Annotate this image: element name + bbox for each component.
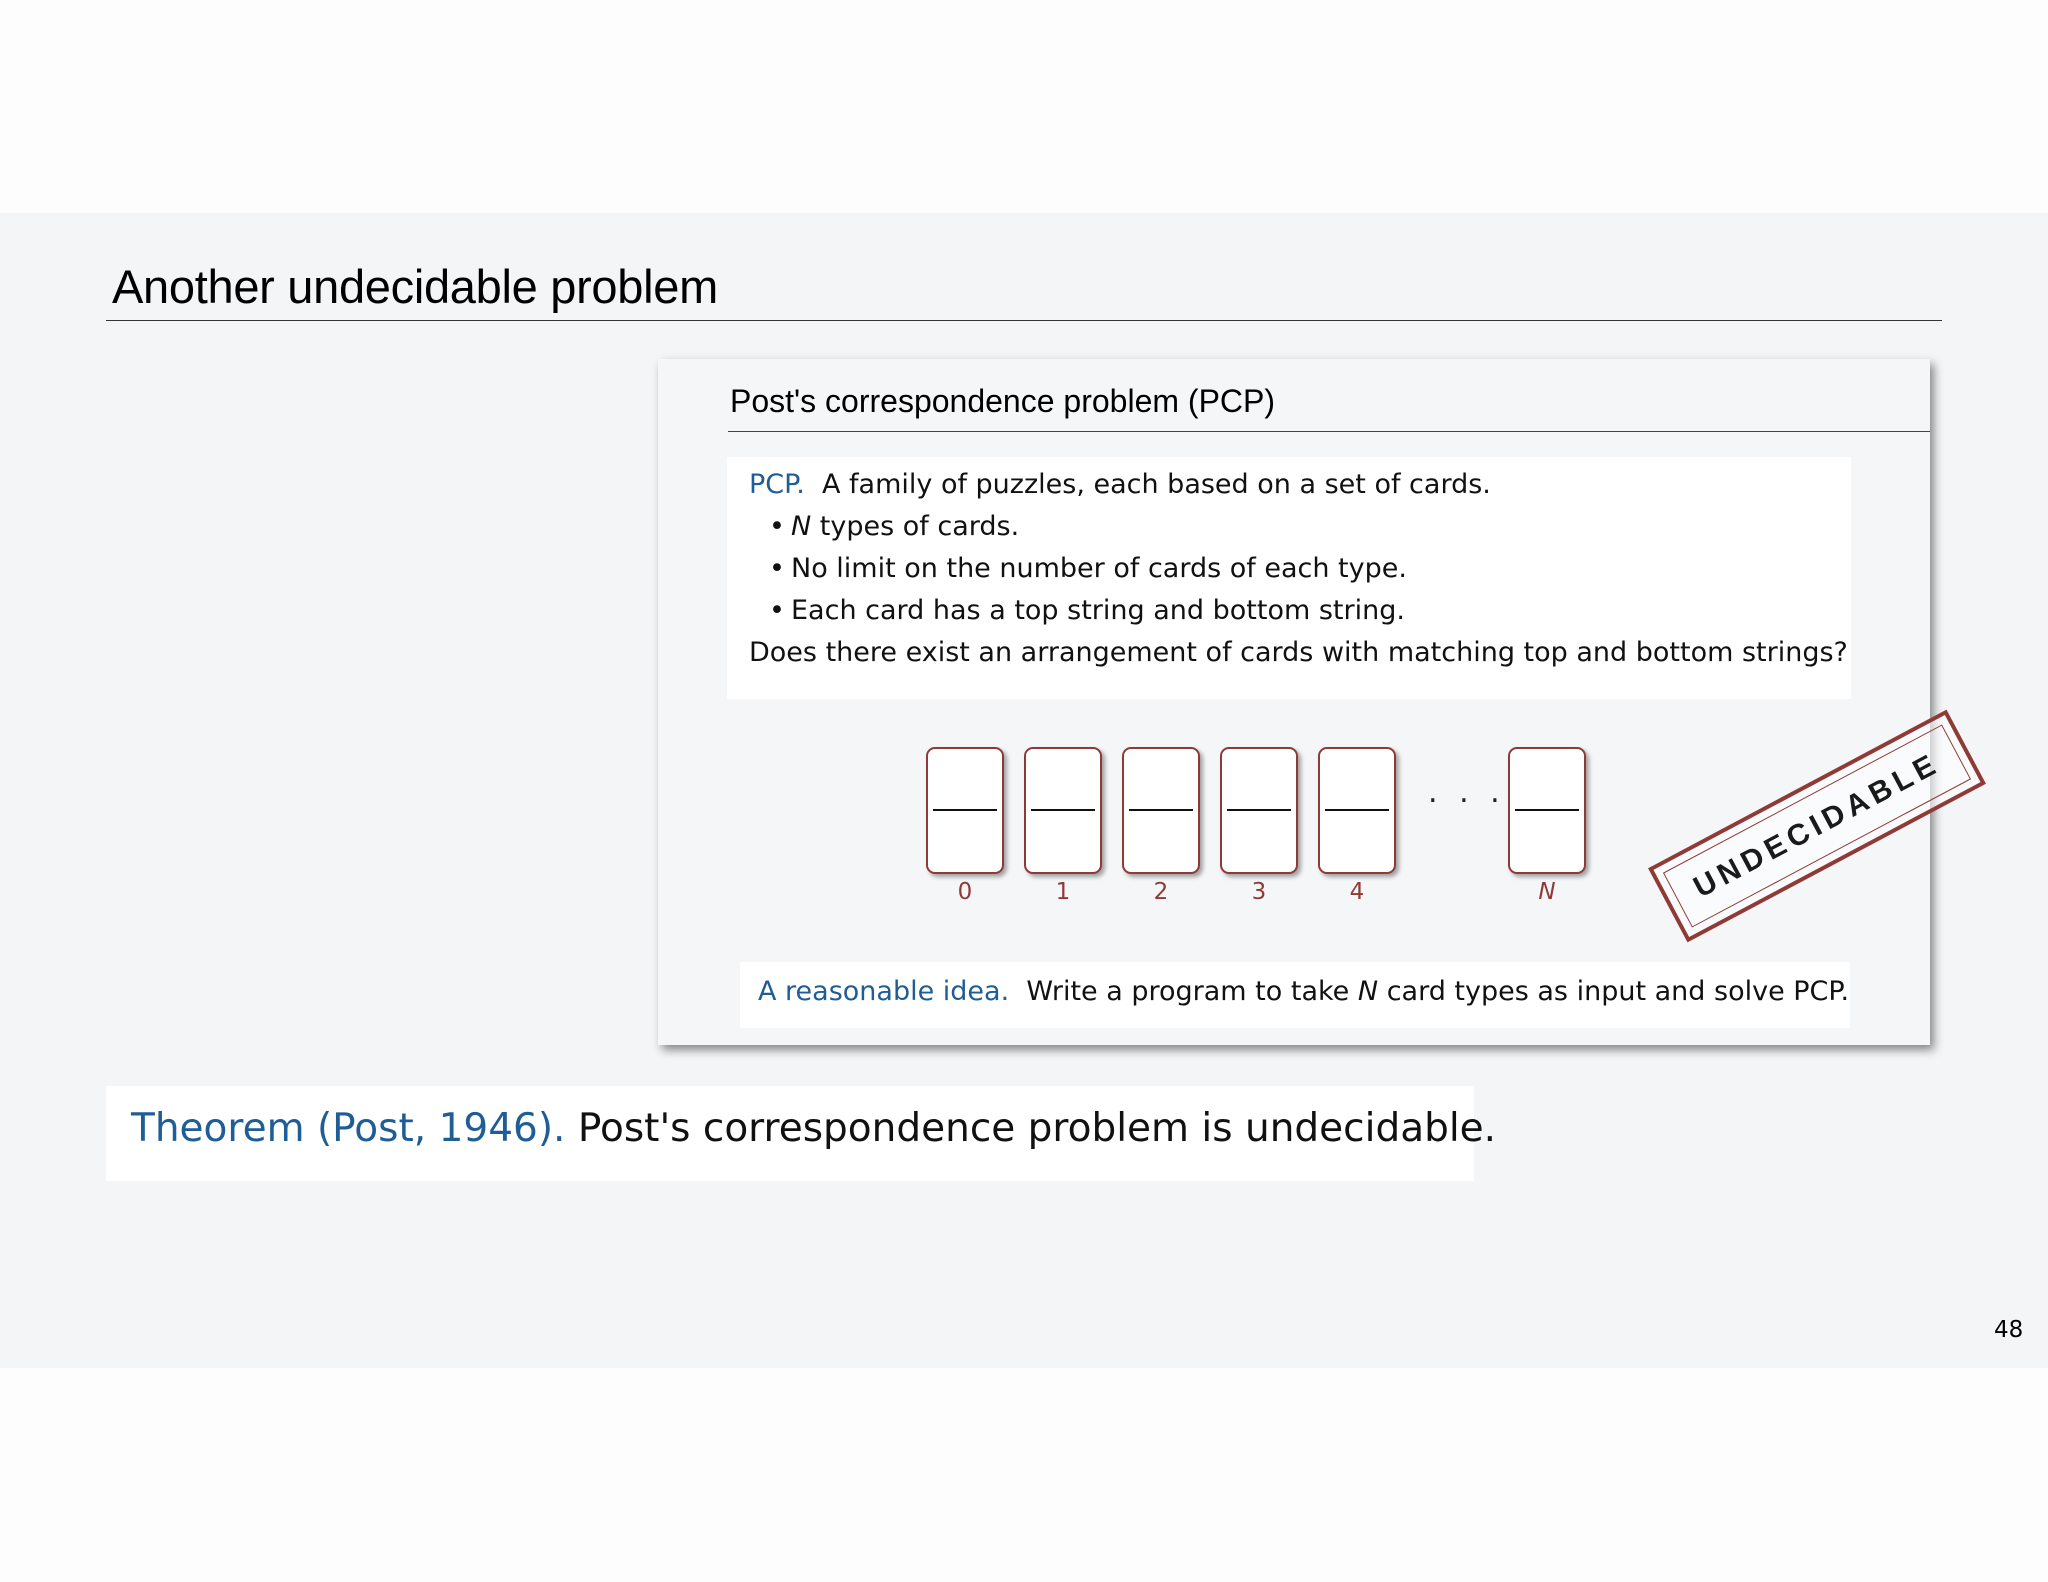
page-number: 48	[1994, 1317, 2024, 1343]
pcp-intro-label: PCP.	[749, 469, 805, 500]
reasonable-idea	[758, 976, 1849, 1007]
pcp-card-3	[1220, 747, 1298, 874]
pcp-card-1	[1024, 747, 1102, 874]
pcp-card-n	[1508, 747, 1586, 874]
card-label: 2	[1153, 879, 1169, 905]
card-label: 3	[1251, 879, 1267, 905]
theorem-box	[106, 1086, 1497, 1181]
idea-var: N	[1357, 976, 1379, 1007]
reasonable-idea-box	[740, 962, 1850, 1028]
theorem-text: Post's correspondence problem is undecidable.	[577, 1106, 1497, 1151]
card-divider	[933, 809, 997, 811]
theorem	[131, 1106, 1496, 1151]
ellipsis: . . .	[1428, 775, 1506, 810]
pcp-card-4	[1318, 747, 1396, 874]
pcp-card-2	[1122, 747, 1200, 874]
card-label: 1	[1055, 879, 1071, 905]
card-divider	[1129, 809, 1193, 811]
card-label: N	[1538, 879, 1556, 905]
bullet-text: types of cards.	[819, 511, 1020, 542]
card-divider	[1227, 809, 1291, 811]
bullet-text: No limit on the number of cards of each type.	[791, 553, 1407, 584]
bullet-text: Each card has a top string and bottom string.	[791, 595, 1405, 626]
idea-label: A reasonable idea.	[758, 976, 1010, 1007]
bullet-icon: •	[769, 595, 785, 626]
slide-title: Another undecidable problem	[112, 260, 718, 313]
title-divider	[106, 320, 1942, 321]
bullet-icon: •	[769, 511, 785, 542]
card-divider	[1515, 809, 1579, 811]
card-label: 0	[957, 879, 973, 905]
pcp-card-0	[926, 747, 1004, 874]
card-types-row	[658, 359, 1930, 1045]
pcp-figure-card	[658, 359, 1946, 1045]
card-title: Post's correspondence problem (PCP)	[730, 383, 1276, 419]
pcp-intro-text: A family of puzzles, each based on a set of cards.	[821, 469, 1491, 500]
idea-text-end: card types as input and solve PCP.	[1386, 976, 1850, 1007]
card-label: 4	[1349, 879, 1365, 905]
idea-text-start: Write a program to take	[1026, 976, 1350, 1007]
theorem-label: Theorem (Post, 1946).	[131, 1106, 566, 1151]
bullet-var: N	[791, 511, 812, 542]
card-divider	[1031, 809, 1095, 811]
card-divider	[1325, 809, 1389, 811]
pcp-question: Does there exist an arrangement of cards with matching top and bottom strings?	[749, 637, 1848, 668]
bullet-icon: •	[769, 553, 785, 584]
slide	[0, 213, 2048, 1368]
stamp-text: UNDECIDABLE	[1663, 724, 1971, 927]
